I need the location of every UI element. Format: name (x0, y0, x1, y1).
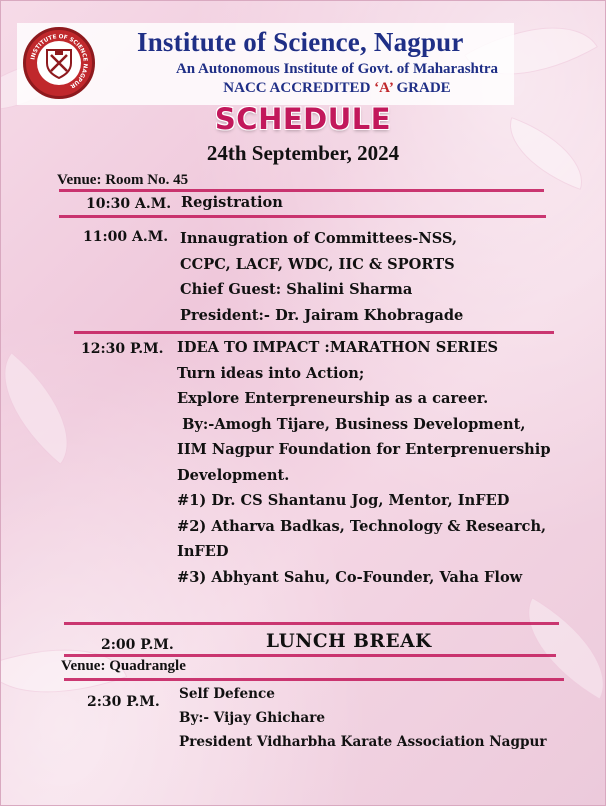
session-line: Explore Enterpreneurship as a career. (177, 390, 489, 407)
session-line: Development. (177, 466, 290, 484)
divider (59, 215, 546, 218)
decorative-leaf (0, 352, 96, 465)
session-line: Registration (181, 194, 283, 211)
accreditation-suffix: GRADE (392, 80, 451, 96)
session-line: By:-Amogh Tijare, Business Development, (177, 415, 526, 433)
session-line: Self Defence (179, 686, 275, 702)
session-line: By:- Vijay Ghichare (179, 710, 326, 726)
lunch-break-label: LUNCH BREAK (266, 631, 432, 652)
session-line: #2) Atharva Badkas, Technology & Research, (177, 517, 547, 535)
session-line: President Vidharbha Karate Association Nagpur (179, 734, 547, 750)
session-time: 2:30 P.M. (87, 694, 160, 710)
session-time: 11:00 A.M. (83, 229, 169, 245)
session-line: President:- Dr. Jairam Khobragade (180, 306, 464, 324)
venue-room: Venue: Room No. 45 (57, 172, 189, 188)
accreditation-line (157, 80, 517, 97)
logo-ring-text (26, 30, 92, 96)
institute-logo (23, 27, 95, 99)
session-line: CCPC, LACF, WDC, IIC & SPORTS (180, 255, 455, 273)
accreditation-grade: ‘A’ (374, 80, 393, 96)
institute-subtitle: An Autonomous Institute of Govt. of Maharashtra (175, 61, 499, 77)
schedule-title: SCHEDULE (214, 102, 392, 136)
divider (64, 654, 556, 657)
divider (74, 331, 554, 334)
divider (64, 678, 564, 681)
institute-title: Institute of Science, Nagpur (137, 27, 464, 57)
svg-text:INSTITUTE OF SCIENCE NAGPUR: INSTITUTE OF SCIENCE NAGPUR (30, 34, 88, 89)
session-time: 12:30 P.M. (81, 341, 164, 357)
session-details (180, 226, 463, 328)
session-line: IDEA TO IMPACT :MARATHON SERIES (177, 339, 499, 356)
divider (59, 189, 544, 192)
session-time: 2:00 P.M. (101, 637, 174, 653)
venue-quadrangle: Venue: Quadrangle (61, 658, 186, 674)
divider (64, 622, 559, 625)
session-time: 10:30 A.M. (86, 196, 172, 212)
institute-header (17, 23, 514, 105)
session-line: Innaugration of Committees-NSS, (180, 230, 458, 247)
session-details (181, 190, 283, 216)
session-line: InFED (177, 543, 229, 560)
session-line: Turn ideas into Action; (177, 364, 365, 382)
session-line: #1) Dr. CS Shantanu Jog, Mentor, InFED (177, 492, 510, 509)
event-date: 24th September, 2024 (206, 141, 400, 165)
session-details (179, 682, 547, 754)
session-line: #3) Abhyant Sahu, Co-Founder, Vaha Flow (177, 568, 523, 586)
session-details (177, 335, 551, 590)
session-line: IIM Nagpur Foundation for Enterprenuership (177, 441, 551, 458)
session-line: Chief Guest: Shalini Sharma (180, 281, 413, 298)
accreditation-prefix: NACC ACCREDITED (223, 80, 375, 96)
